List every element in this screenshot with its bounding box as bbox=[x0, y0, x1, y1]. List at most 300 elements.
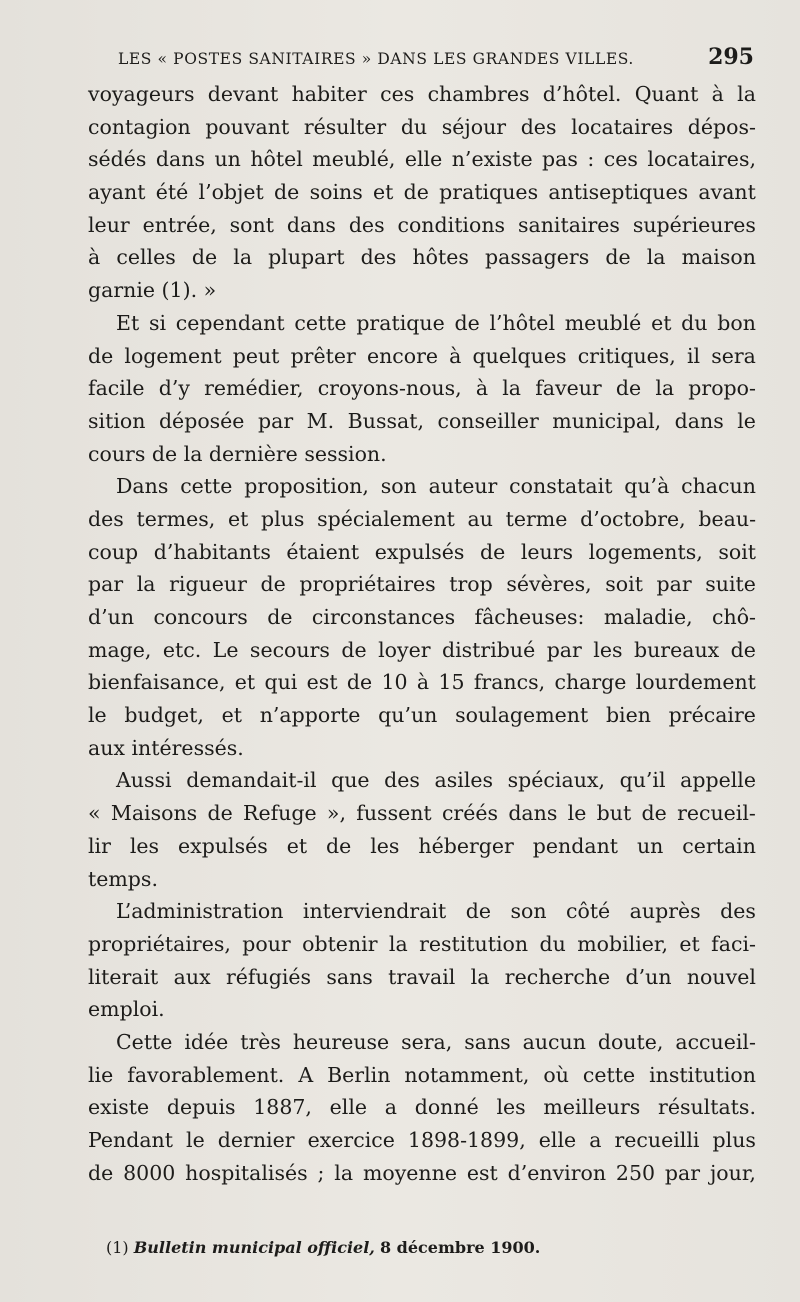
word: charge bbox=[554, 670, 627, 695]
word: habiter bbox=[291, 82, 367, 106]
word: n’existe bbox=[451, 147, 533, 172]
word: les bbox=[370, 833, 400, 858]
word: et bbox=[234, 670, 256, 695]
word: pratiques bbox=[439, 180, 539, 205]
word: secours bbox=[249, 637, 330, 662]
word: chô- bbox=[712, 605, 756, 629]
paragraph-start-line bbox=[88, 307, 756, 340]
word: et bbox=[651, 310, 672, 335]
word: facile bbox=[88, 376, 145, 401]
word: celles bbox=[116, 245, 176, 270]
word: la bbox=[470, 964, 490, 989]
word: supérieures bbox=[632, 212, 756, 237]
word: existe bbox=[88, 1095, 150, 1120]
word: des bbox=[88, 506, 124, 531]
word: suite bbox=[705, 572, 756, 597]
word: soins bbox=[309, 180, 363, 205]
word: meublé bbox=[564, 310, 642, 335]
word: croyons-nous, bbox=[317, 376, 462, 401]
word: le bbox=[88, 703, 107, 728]
word: propriétaires, bbox=[88, 931, 231, 956]
word: spécialement bbox=[317, 506, 455, 531]
word: avant bbox=[698, 180, 756, 205]
word: bienfaisance, bbox=[88, 670, 226, 695]
word: soit bbox=[718, 539, 756, 564]
word: pratique bbox=[356, 310, 445, 335]
word: des bbox=[348, 212, 385, 237]
word: des bbox=[520, 114, 557, 139]
word: Refuge bbox=[243, 801, 317, 826]
word: de bbox=[346, 670, 373, 695]
word: Aussi bbox=[116, 768, 172, 793]
text-line: cours de la dernière session. bbox=[88, 441, 387, 466]
word: sédés bbox=[88, 147, 147, 172]
word: 1887, bbox=[253, 1095, 312, 1120]
word: L’administration bbox=[116, 899, 284, 924]
word: à bbox=[475, 376, 489, 401]
word: plupart bbox=[268, 245, 345, 270]
word: de bbox=[615, 376, 642, 401]
word: réfugiés bbox=[225, 964, 312, 989]
word: côté bbox=[566, 899, 611, 924]
word: conseiller bbox=[437, 408, 539, 433]
word: de bbox=[191, 245, 218, 270]
footnote bbox=[106, 1234, 540, 1262]
word: faveur bbox=[535, 376, 602, 401]
word: du bbox=[539, 931, 566, 956]
word: des bbox=[384, 768, 420, 793]
footnote-date: 8 décembre 1900. bbox=[379, 1238, 541, 1257]
word: leur bbox=[88, 212, 130, 237]
word: termes, bbox=[136, 506, 216, 531]
word: précaire bbox=[668, 703, 756, 728]
word: par bbox=[664, 1160, 701, 1185]
word: moyenne bbox=[362, 1160, 457, 1185]
text-line bbox=[88, 78, 756, 111]
word: auprès bbox=[629, 899, 701, 924]
word: Bussat, bbox=[347, 408, 424, 433]
word: a bbox=[589, 1128, 602, 1152]
word: les bbox=[593, 637, 623, 662]
word: été bbox=[155, 180, 189, 205]
word: il bbox=[686, 343, 701, 368]
word: par bbox=[656, 572, 692, 597]
word: propriétaires bbox=[299, 572, 436, 597]
text-line: temps. bbox=[88, 866, 158, 891]
word: interviendrait bbox=[302, 899, 447, 924]
text-line bbox=[88, 1157, 756, 1190]
word: : bbox=[587, 147, 595, 172]
word: sévères, bbox=[506, 572, 592, 597]
word: est bbox=[306, 670, 338, 695]
word: maison bbox=[681, 245, 756, 270]
word: concours bbox=[153, 605, 248, 629]
word: sera, bbox=[401, 1029, 453, 1054]
word: trop bbox=[449, 572, 493, 597]
word: au bbox=[467, 506, 493, 531]
word: d’y bbox=[158, 376, 190, 401]
word: de bbox=[267, 605, 293, 629]
text-line: aux intéressés. bbox=[88, 735, 244, 760]
word: la bbox=[655, 376, 675, 401]
word: institution bbox=[649, 1062, 756, 1087]
word: le bbox=[567, 801, 587, 826]
word: etc. bbox=[162, 637, 202, 662]
word: et bbox=[221, 703, 242, 728]
word: de bbox=[88, 1160, 114, 1185]
word: locataires, bbox=[647, 147, 756, 172]
word: du bbox=[400, 114, 428, 139]
word: demandait-il bbox=[186, 768, 317, 793]
word: encore bbox=[366, 343, 439, 368]
footnote-source: Bulletin municipal officiel, bbox=[133, 1238, 375, 1257]
word: logements, bbox=[588, 539, 703, 564]
text-line bbox=[88, 209, 756, 242]
word: Berlin bbox=[327, 1062, 391, 1087]
word: sition bbox=[88, 408, 146, 433]
word: lie bbox=[88, 1062, 114, 1087]
text-line bbox=[88, 340, 756, 373]
word: recherche bbox=[504, 964, 611, 989]
word: dans bbox=[674, 408, 724, 433]
word: du bbox=[681, 310, 708, 335]
word: la bbox=[502, 376, 522, 401]
word: d’environ bbox=[507, 1160, 607, 1185]
word: coup bbox=[88, 539, 139, 564]
word: de bbox=[730, 637, 756, 662]
word: de bbox=[641, 801, 667, 826]
text-line bbox=[88, 241, 756, 274]
word: auteur bbox=[428, 474, 498, 499]
word: par bbox=[257, 408, 294, 433]
word: par bbox=[88, 572, 124, 597]
word: chacun bbox=[681, 474, 756, 499]
word: Dans bbox=[116, 474, 169, 499]
text-line bbox=[88, 568, 756, 601]
paragraph-start-line bbox=[88, 895, 756, 928]
word: son bbox=[380, 474, 417, 499]
word: appelle bbox=[680, 768, 756, 793]
word: ; bbox=[317, 1160, 325, 1185]
word: par bbox=[546, 637, 582, 662]
word: d’hôtel. bbox=[542, 82, 622, 106]
text-line bbox=[88, 961, 756, 994]
word: critiques, bbox=[577, 343, 676, 368]
word: budget, bbox=[124, 703, 204, 728]
running-head bbox=[118, 42, 754, 76]
word: voyageurs bbox=[88, 82, 195, 106]
word: les bbox=[496, 1095, 526, 1120]
word: francs, bbox=[473, 670, 546, 695]
text-line bbox=[88, 372, 756, 405]
word: de bbox=[260, 572, 286, 597]
word: lourdement bbox=[635, 670, 756, 695]
word: de bbox=[326, 833, 352, 858]
word: locataires bbox=[571, 114, 674, 139]
word: logement bbox=[124, 343, 222, 368]
word: et bbox=[373, 180, 394, 205]
word: des bbox=[720, 899, 756, 924]
word: rigueur bbox=[169, 572, 247, 597]
word: a bbox=[384, 1095, 397, 1120]
word: 10 bbox=[381, 670, 408, 695]
word: cette bbox=[294, 310, 347, 335]
word: pour bbox=[242, 931, 291, 956]
word: sans bbox=[326, 964, 373, 989]
word: pendant bbox=[532, 833, 619, 858]
word: de bbox=[605, 245, 631, 270]
word: recueil- bbox=[677, 801, 756, 826]
text-line: garnie (1). » bbox=[88, 278, 217, 303]
word: nouvel bbox=[686, 964, 756, 989]
word: mobilier, bbox=[577, 931, 668, 956]
word: circonstances bbox=[311, 605, 456, 629]
word: travail bbox=[388, 964, 456, 989]
word: 1898-1899, bbox=[407, 1128, 526, 1152]
word: le bbox=[737, 408, 756, 433]
word: notamment, bbox=[404, 1062, 530, 1087]
word: accueil- bbox=[675, 1029, 756, 1054]
word: d’octobre, bbox=[580, 506, 686, 531]
word: dans bbox=[286, 212, 336, 237]
word: quelques bbox=[472, 343, 567, 368]
word: loyer bbox=[378, 637, 431, 662]
word: est bbox=[466, 1160, 498, 1185]
word: étaient bbox=[286, 539, 360, 564]
word: prêter bbox=[290, 343, 356, 368]
word: l’hôtel bbox=[489, 310, 555, 335]
word: entrée, bbox=[142, 212, 217, 237]
page-number: 295 bbox=[708, 44, 754, 70]
word: de bbox=[341, 637, 367, 662]
word: depuis bbox=[166, 1095, 236, 1120]
word: contagion bbox=[88, 114, 191, 139]
word: et bbox=[227, 506, 249, 531]
word: certain bbox=[682, 833, 756, 858]
word: plus bbox=[261, 506, 305, 531]
word: un bbox=[636, 833, 664, 858]
word: elle bbox=[404, 147, 443, 172]
word: 8000 bbox=[123, 1160, 176, 1185]
word: le bbox=[186, 1128, 205, 1152]
word: aucun bbox=[522, 1029, 586, 1054]
word: Maisons bbox=[110, 801, 198, 826]
word: cette bbox=[180, 474, 233, 499]
word: terme bbox=[505, 506, 568, 531]
word: », bbox=[326, 801, 346, 826]
word: distribué bbox=[441, 637, 536, 662]
word: sans bbox=[464, 1029, 511, 1054]
text-line bbox=[88, 601, 756, 634]
paragraph-start-line bbox=[88, 764, 756, 797]
text-line bbox=[88, 666, 756, 699]
word: recueilli bbox=[614, 1128, 700, 1152]
text-line bbox=[88, 176, 756, 209]
word: un bbox=[214, 147, 241, 172]
word: de bbox=[403, 180, 429, 205]
word: leurs bbox=[520, 539, 574, 564]
word: hôtel bbox=[250, 147, 303, 172]
word: créés bbox=[441, 801, 499, 826]
text-line bbox=[88, 1091, 756, 1124]
word: fussent bbox=[356, 801, 432, 826]
word: obtenir bbox=[302, 931, 378, 956]
word: à bbox=[449, 343, 462, 368]
text-line bbox=[88, 1059, 756, 1092]
text-line bbox=[88, 111, 756, 144]
word: devant bbox=[207, 82, 279, 106]
word: Et bbox=[116, 310, 140, 335]
footnote-marker: (1) bbox=[106, 1238, 129, 1257]
text-line bbox=[88, 405, 756, 438]
word: dépos- bbox=[687, 114, 756, 139]
word: chambres bbox=[427, 82, 530, 106]
word: de bbox=[207, 801, 233, 826]
running-title: LES « POSTES SANITAIRES » DANS LES GRANDES VILLES. bbox=[118, 50, 634, 68]
word: la bbox=[737, 82, 756, 106]
word: propo- bbox=[688, 376, 756, 401]
word: déposée bbox=[158, 408, 245, 433]
word: les bbox=[129, 833, 160, 858]
word: et bbox=[679, 931, 700, 956]
word: et bbox=[286, 833, 308, 858]
word: séjour bbox=[441, 114, 507, 139]
word: soulagement bbox=[455, 703, 589, 728]
word: elle bbox=[329, 1095, 368, 1120]
text-line bbox=[88, 830, 756, 863]
word: Cette bbox=[116, 1029, 173, 1054]
body-text bbox=[88, 78, 756, 1189]
paragraph-start-line bbox=[88, 470, 756, 503]
word: M. bbox=[306, 408, 335, 433]
word: la bbox=[233, 245, 253, 270]
word: qu’il bbox=[619, 768, 666, 793]
word: pas bbox=[542, 147, 578, 172]
word: 250 bbox=[615, 1160, 656, 1185]
word: des bbox=[360, 245, 397, 270]
word: résultats. bbox=[658, 1095, 756, 1120]
word: doute, bbox=[597, 1029, 664, 1054]
word: meilleurs bbox=[543, 1095, 641, 1120]
word: meublé, bbox=[312, 147, 396, 172]
word: passagers bbox=[485, 245, 590, 270]
word: dans bbox=[508, 801, 558, 826]
word: de bbox=[454, 310, 480, 335]
word: Le bbox=[212, 637, 239, 662]
word: pouvant bbox=[205, 114, 290, 139]
word: constatait bbox=[509, 474, 613, 499]
word: la bbox=[388, 931, 408, 956]
text-line: emploi. bbox=[88, 997, 165, 1022]
word: bon bbox=[717, 310, 756, 335]
word: 15 bbox=[438, 670, 465, 695]
word: peut bbox=[232, 343, 280, 368]
word: remédier, bbox=[204, 376, 304, 401]
word: si bbox=[148, 310, 167, 335]
word: son bbox=[510, 899, 547, 924]
word: ayant bbox=[88, 180, 146, 205]
word: literait bbox=[88, 964, 159, 989]
word: A bbox=[298, 1062, 314, 1087]
word: à bbox=[416, 670, 430, 695]
word: lir bbox=[88, 833, 111, 858]
word: bureaux bbox=[633, 637, 720, 662]
word: elle bbox=[538, 1128, 577, 1152]
word: cette bbox=[582, 1062, 636, 1087]
word: expulsés bbox=[374, 539, 465, 564]
word: mage, bbox=[88, 637, 152, 662]
word: que bbox=[331, 768, 370, 793]
word: héberger bbox=[418, 833, 514, 858]
word: exercice bbox=[307, 1128, 395, 1152]
word: la bbox=[136, 572, 156, 597]
word: n’apporte bbox=[259, 703, 361, 728]
word: sanitaires bbox=[517, 212, 620, 237]
text-line bbox=[88, 1124, 756, 1157]
word: idée bbox=[184, 1029, 229, 1054]
word: expulsés bbox=[178, 833, 268, 858]
word: municipal, bbox=[552, 408, 662, 433]
word: aux bbox=[173, 964, 211, 989]
word: maladie, bbox=[603, 605, 693, 629]
word: très bbox=[240, 1029, 281, 1054]
word: ces bbox=[380, 82, 415, 106]
word: Pendant bbox=[88, 1128, 173, 1152]
word: soit bbox=[605, 572, 643, 597]
word: qu’à bbox=[624, 474, 670, 499]
word: bien bbox=[605, 703, 651, 728]
word: où bbox=[543, 1062, 569, 1087]
word: qu’un bbox=[378, 703, 438, 728]
word: antiseptiques bbox=[548, 180, 689, 205]
word: « bbox=[88, 801, 101, 826]
word: favorablement. bbox=[127, 1062, 285, 1087]
word: de bbox=[88, 343, 114, 368]
word: l’objet bbox=[198, 180, 264, 205]
word: asiles bbox=[434, 768, 494, 793]
word: heureuse bbox=[292, 1029, 390, 1054]
word: à bbox=[88, 245, 101, 270]
word: Quant bbox=[634, 82, 699, 106]
word: donné bbox=[414, 1095, 479, 1120]
word: ces bbox=[603, 147, 638, 172]
word: sont bbox=[229, 212, 274, 237]
text-line bbox=[88, 503, 756, 536]
word: cependant bbox=[175, 310, 285, 335]
text-line bbox=[88, 634, 756, 667]
text-line bbox=[88, 536, 756, 569]
word: à bbox=[711, 82, 724, 106]
word: hospitalisés bbox=[185, 1160, 308, 1185]
word: résulter bbox=[303, 114, 387, 139]
word: sera bbox=[711, 343, 756, 368]
word: spéciaux, bbox=[507, 768, 605, 793]
word: plus bbox=[712, 1128, 756, 1152]
word: fâcheuses: bbox=[474, 605, 585, 629]
word: dans bbox=[155, 147, 205, 172]
text-line bbox=[88, 143, 756, 176]
text-line bbox=[88, 928, 756, 961]
word: but bbox=[596, 801, 632, 826]
word: beau- bbox=[698, 506, 756, 531]
word: proposition, bbox=[244, 474, 369, 499]
word: la bbox=[334, 1160, 354, 1185]
word: d’un bbox=[625, 964, 672, 989]
word: d’habitants bbox=[153, 539, 271, 564]
text-line bbox=[88, 699, 756, 732]
word: restitution bbox=[419, 931, 529, 956]
word: de bbox=[465, 899, 491, 924]
